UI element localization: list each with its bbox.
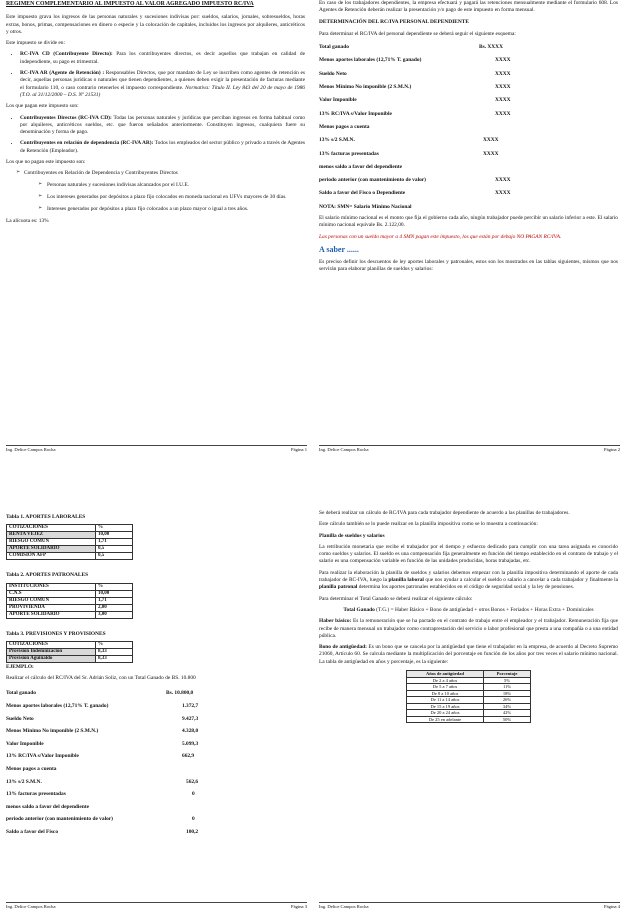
calc-row: 13% facturas presentadas XXXX bbox=[319, 150, 499, 157]
footer-page-number: Página 3 bbox=[291, 903, 307, 909]
table-row: Provisión Aguinaldo 8,33 bbox=[7, 655, 133, 662]
calc-row: Menos pagos a cuenta bbox=[6, 766, 57, 773]
list-item: • Contribuyentes Directos (RC-IVA CD): Todas las personas naturales y jurídicas que perciban ingresos en forma habitual como por alquileres, anticréticos sueldos, etc. que fueron señalados anteriormente. Constituyen ingresos, cualquiera fuere su denominación y forma de pago. bbox=[20, 115, 305, 137]
table-row: De 15 a 19 años 34% bbox=[407, 703, 531, 710]
smn-note: NOTA: SMN= Salario Mínimo Nacional bbox=[319, 203, 412, 210]
calc-row: 13% facturas presentadas 0 bbox=[6, 791, 195, 798]
table-row: De 5 a 7 años 11% bbox=[407, 684, 531, 691]
ejemplo-calculation bbox=[6, 690, 305, 836]
table-row: COTIZACIONES % bbox=[7, 525, 133, 532]
calc-row: Valor Imponible 5.099,3 bbox=[6, 740, 199, 747]
calc-row: Saldo a favor del Fisco 100,2 bbox=[6, 829, 199, 836]
smn-paragraph: El salario mínimo nacional es el monto que fija el gobierno cada año, ningún trabajador puede percibir un salario inferior a este. El salario mínimo nacional equivale Bs. 2.122,00. bbox=[319, 215, 618, 229]
paragraph: Para determinar el Total Ganado se deberá realizar el siguiente cálculo: bbox=[319, 595, 473, 602]
table-row: RIESGO COMUN 1,71 bbox=[7, 597, 133, 604]
no-pagan-sublist bbox=[24, 182, 305, 214]
document-title: REGIMEN COMPLEMENTARIO AL IMPUESTO AL VALOR AGREGADO IMPUESTO RC/IVA bbox=[6, 1, 254, 7]
table-1-title: Tabla 1. APORTES LABORALES bbox=[6, 514, 86, 520]
calc-row: 13% RC/IVA s/Valor Imponible XXXX bbox=[319, 110, 511, 117]
footer-author: Ing. Delice Campos Rocha bbox=[6, 903, 56, 909]
page-footer bbox=[319, 902, 620, 910]
paragraph: Se deberá realizar un cálculo de RC/IVA para cada trabajador dependiente de acuerdo a las planillas de trabajadores. bbox=[319, 510, 570, 516]
pagan-list bbox=[6, 115, 305, 155]
calc-row: menos saldo a favor del dependiente bbox=[6, 803, 90, 810]
footer-page-number: Página 4 bbox=[604, 903, 620, 909]
pagan-heading: Los que pagan este impuesto son: bbox=[6, 103, 79, 110]
total-ganado-formula: Total Ganado (T.G.) = Haber Básico + Bono de antigüedad + otros Bonos + Feriados + Horas Extra + Dominicales bbox=[343, 606, 594, 613]
page-1 bbox=[0, 0, 313, 457]
a-saber-heading: A saber ...... bbox=[319, 244, 359, 254]
calc-row: Valor Imponible XXXX bbox=[319, 97, 511, 104]
alicuota-text: La alícuota es: 13% bbox=[6, 218, 49, 225]
list-item: • Contribuyentes en relación de dependencia (RC-IVA AR): Todos los empleados del sector público y privado a través de Agentes de Retención (Empleador). bbox=[20, 140, 305, 155]
calc-row: Sueldo Neto XXXX bbox=[319, 70, 511, 77]
page-footer bbox=[6, 445, 307, 453]
table-2-title: Tabla 2. APORTES PATRONALES bbox=[6, 572, 89, 579]
table-row: Provisión Indemnización 8,33 bbox=[7, 648, 133, 655]
warning-text: Las personas con un sueldo mayor a 4 SMN pagan este impuesto, los que están por debajo NO PAGAN RC/IVA. bbox=[319, 233, 562, 240]
table-row: PROVIVIENDA 2,00 bbox=[7, 604, 133, 611]
calc-scheme bbox=[319, 44, 618, 198]
paragraph: Este cálculo también se lo puede realizar en la planilla impositiva como se lo muestra a continuación: bbox=[319, 521, 538, 528]
paragraph: La retribución monetaria que recibe el trabajador por el tiempo y esfuerzo dedicado para cumplir con una tarea asignada es conocido como sueldos y salarios. El sueldo es una compensación fija generalmente en función del tiempo establecido en el contrato de trabajo y el salario es una compensación variable en función de las unidades producidas, horas trabajadas, etc. bbox=[319, 543, 618, 565]
table-row: C.N.S 10,00 bbox=[7, 590, 133, 597]
calc-row: periodo anterior (con mantenimiento de valor) 0 bbox=[6, 816, 195, 823]
table-row: De 25 en adelante 50% bbox=[407, 716, 531, 723]
intro-paragraph: Este impuesto grava los ingresos de las personas naturales y sucesiones indivisas por: sueldos, salarios, jornales, sobresueldos, horas extras, bonos, primas, compensaciones en dinero o especie y la colocación de capitales, incluidos los ingresos por alquileres, anticréticos y otros. bbox=[6, 14, 305, 35]
calc-row: Menos aportes laborales (12,71% T. ganado) XXXX bbox=[319, 57, 511, 64]
calc-row: Total ganado Bs. 10.800,0 bbox=[6, 690, 194, 697]
table-row: APORTE SOLIDARIO 3,00 bbox=[7, 611, 133, 618]
calc-row: Total ganado Bs. XXXX bbox=[319, 44, 503, 51]
calc-row: menos saldo a favor del dependiente bbox=[319, 163, 403, 170]
calc-row: 13% s/2 S.M.N. XXXX bbox=[319, 137, 499, 144]
calc-row: Menos Mínimo No imponible (2 S.M.N.) XXXX bbox=[319, 84, 511, 91]
calc-row: Menos aportes laborales (12,71% T. ganado) 1.372,7 bbox=[6, 703, 199, 710]
no-pagan-heading: Los que no pagan este impuesto son: bbox=[6, 158, 86, 165]
scheme-paragraph: Para determinar el RC/IVA del personal dependiente se deberá seguir el siguiente esquema: bbox=[319, 30, 516, 37]
planilla-heading: Planilla de sueldos y salarios bbox=[319, 532, 385, 539]
calc-row: periodo anterior (con mantenimiento de valor) XXXX bbox=[319, 177, 511, 184]
table-row: De 8 a 10 años 18% bbox=[407, 690, 531, 697]
list-item: • RC-IVA AR (Agente de Retención) : Responsables Directos, que por mandato de Ley se inscriben como agentes de retención es decir, aquellas personas jurídicas o naturales que tienen dependientes, a quienes deben exigir la presentación de facturas mediante el formulario 110, o caso contrario retenerles el impuesto correspondiente. Normativa: Título II. Ley 843 del 20 de mayo de 1986 (T.O. al 31/12/2000 – D.S. Nº 21531) bbox=[20, 70, 305, 99]
page-2 bbox=[313, 0, 626, 457]
aportes-laborales-table bbox=[6, 524, 133, 560]
calc-row: 13% s/2 S.M.N. 562,6 bbox=[6, 778, 199, 785]
page-4 bbox=[313, 457, 626, 914]
table-row: De 11 a 14 años 26% bbox=[407, 697, 531, 704]
list-item: ➢ Intereses generados por depósitos a plazo fijo colocados a un plazo mayor o igual a tres años. bbox=[38, 206, 305, 213]
table-row: COTIZACIONES % bbox=[7, 641, 133, 648]
antiguedad-table bbox=[406, 670, 531, 723]
calc-row: Menos pagos a cuenta bbox=[319, 123, 370, 130]
divide-heading: Este impuesto se divide en: bbox=[6, 40, 65, 47]
calc-row: Sueldo Neto 9.427,3 bbox=[6, 715, 199, 722]
a-saber-paragraph: Es preciso definir los descuentos de ley aportes laborales y patronales, estos son los mostrados en las tablas siguientes, mismos que nos servirán para elaborar planillas de sueldos y salarios: bbox=[319, 258, 618, 273]
table-row: De 2 a 4 años 5% bbox=[407, 677, 531, 684]
footer-author: Ing. Delice Campos Rocha bbox=[6, 446, 56, 452]
paragraph: Para realizar la elaboración la planilla de sueldos y salarios debemos empezar con la planilla impositiva determinando el aporte de cada trabajador de RC-IVA, luego la planilla laboral que nos ayudar a calcular el sueldo o salario a cancelar a cada trabajador y finalmente la planilla patronal determina los aportes patronales establecidos en el código de seguridad social y la ley de pensiones. bbox=[319, 569, 618, 591]
bono-antiguedad-paragraph: Bono de antigüedad: Es un bono que se cancela por la antigüedad que tiene el trabajador en la empresa, de acuerdo al Decreto Supremo 21060, Artículo 60. Se calcula mediante la multiplicación del porcentaje en función de los años por tres veces el salario mínimo nacional. La tabla de antigüedad en años y porcentaje, es la siguiente: bbox=[319, 644, 618, 665]
table-row: APORTE SOLIDARIO 0,5 bbox=[7, 546, 133, 553]
divide-list bbox=[6, 51, 305, 99]
footer-page-number: Página 2 bbox=[604, 446, 620, 452]
page-footer bbox=[319, 445, 620, 453]
previsiones-table bbox=[6, 641, 133, 663]
no-pagan-list bbox=[6, 170, 305, 213]
aportes-patronales-table bbox=[6, 583, 133, 619]
retention-paragraph: En caso de los trabajadores dependientes, la empresa efectuará y pagará las retenciones mensualmente mediante el formulario 608. Los Agentes de Retención deberán realizar la presentación y/o pago de este impuesto en forma mensual. bbox=[319, 0, 618, 14]
section-heading: DETERMINACIÓN DEL RC/IVA PERSONAL DEPENDIENTE bbox=[319, 18, 469, 25]
footer-author: Ing. Delice Campos Rocha bbox=[319, 446, 369, 452]
calc-row: Saldo a favor del Fisco o Dependiente XXXX bbox=[319, 190, 511, 197]
page-footer bbox=[6, 902, 307, 910]
footer-author: Ing. Delice Campos Rocha bbox=[319, 903, 369, 909]
list-item: • RC-IVA CD (Contribuyente Directo): Para los contribuyentes directos, es decir aquellos que trabajan en calidad de independiente, su pago es trimestral. bbox=[20, 51, 305, 66]
table-row: RIESGO COMUN 1,71 bbox=[7, 539, 133, 546]
haber-basico-paragraph: Haber básico: Es la remuneración que se ha pactado en el contrato de trabajo entre el empleador y el trabajador. Remuneración fija que recibe de manera mensual un trabajador como contraprestación del servicio o labor profesional que presta a una compañía o a una entidad pública. bbox=[319, 618, 618, 639]
list-item: ➢ Personas naturales y sucesiones indivisas alcanzados por el I.U.E. bbox=[38, 182, 305, 189]
table-row: De 20 a 24 años 42% bbox=[407, 710, 531, 717]
ejemplo-paragraph: Realizar el cálculo del RC/IVA del Sr. Adrián Soliz, con un Total Ganado de BS. 10.800 bbox=[6, 675, 196, 682]
table-row: INSTITUCIONES % bbox=[7, 583, 133, 590]
list-item: ➢ Los intereses generados por depósitos a plazo fijo colocados en moneda nacional en UFVs mayores de 30 días. bbox=[38, 194, 305, 201]
ejemplo-heading: EJEMPLO: bbox=[6, 663, 34, 670]
page-3 bbox=[0, 457, 313, 914]
table-header-row: Años de antigüedad Porcentaje bbox=[407, 671, 531, 678]
table-row: COMISIÓN AFP 0,5 bbox=[7, 553, 133, 560]
footer-page-number: Página 1 bbox=[291, 446, 307, 452]
list-item: ➢ Contribuyentes en Relación de Dependencia y Contribuyentes Directos ➢ Personas naturales y sucesiones indivisas alcanzados por el I.U.E. ➢ Los intereses generados por depósitos a plazo fijo colocados en moneda nacional en UFVs mayores de 30 días. ➢ Intereses generados por depósitos a plazo fijo colocados a un plazo mayor o igual a tres años. bbox=[16, 170, 305, 213]
table-3-title: Tabla 3. PREVISIONES Y PROVISIONES bbox=[6, 630, 106, 637]
calc-row: 13% RC/IVA s/Valor Imponible 662,9 bbox=[6, 753, 195, 760]
calc-row: Menos Mínimo No imponible (2 S.M.N.) 4.328,0 bbox=[6, 728, 199, 735]
table-row: RENTA VEJEZ 10,00 bbox=[7, 532, 133, 539]
